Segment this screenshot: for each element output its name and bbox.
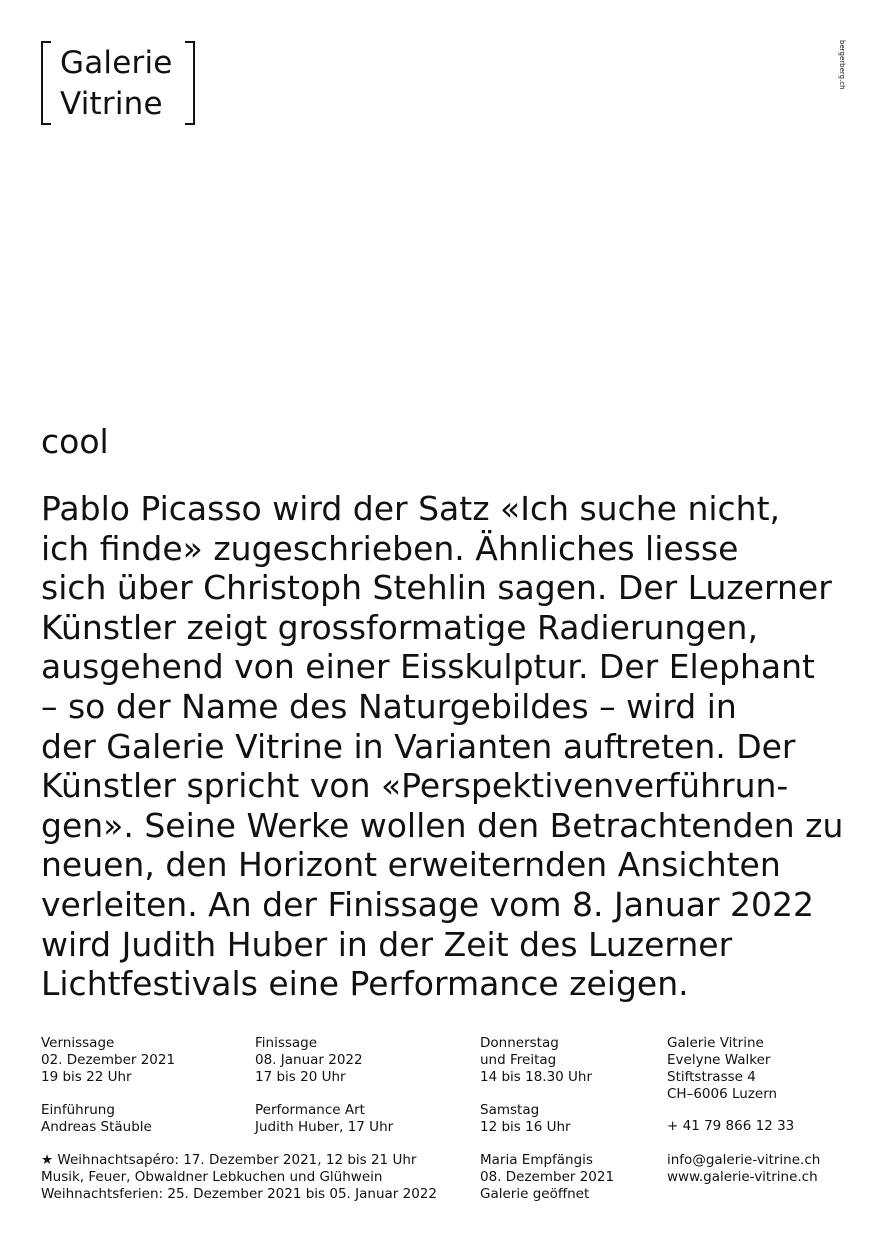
- body-line: wird Judith Huber in der Zeit des Luzerner: [41, 924, 733, 964]
- special-day-date: 08. Dezember 2021: [480, 1169, 615, 1185]
- vernissage-label: Vernissage: [41, 1035, 115, 1051]
- body-line: – so der Name des Naturgebildes – wird in: [41, 686, 737, 726]
- email-link[interactable]: info@galerie-vitrine.ch: [667, 1152, 821, 1168]
- einfuehrung-label: Einführung: [41, 1102, 115, 1118]
- vernissage-time: 19 bis 22 Uhr: [41, 1069, 132, 1085]
- finissage-info: [255, 1035, 363, 1086]
- special-opening: [480, 1152, 614, 1203]
- designer-credit: bergerberg.ch: [838, 40, 846, 90]
- einfuehrung-info: [41, 1102, 152, 1136]
- phone-number: + 41 79 866 12 33: [667, 1118, 795, 1134]
- performance-artist: Judith Huber, 17 Uhr: [255, 1119, 394, 1135]
- finissage-time: 17 bis 20 Uhr: [255, 1069, 346, 1085]
- body-line: der Galerie Vitrine in Varianten auftreten. Der: [41, 726, 796, 766]
- christmas-holidays: Weihnachtsferien: 25. Dezember 2021 bis 05. Januar 2022: [41, 1186, 437, 1202]
- body-line: verleiten. An der Finissage vom 8. Januar 2022: [41, 884, 815, 924]
- logo-bracket-left: [43, 41, 51, 125]
- exhibition-title: cool: [41, 422, 109, 461]
- logo-line-1: Galerie: [60, 45, 173, 81]
- saturday-label: Samstag: [480, 1102, 540, 1118]
- gallery-address: [667, 1035, 777, 1103]
- body-line: ich finde» zugeschrieben. Ähnliches liesse: [41, 528, 739, 568]
- website-link[interactable]: www.galerie-vitrine.ch: [667, 1169, 818, 1185]
- finissage-label: Finissage: [255, 1035, 318, 1051]
- address-name: Galerie Vitrine: [667, 1035, 764, 1051]
- opening-hours-weekday: [480, 1035, 592, 1086]
- weekday-label-2: und Freitag: [480, 1052, 557, 1068]
- vernissage-date: 02. Dezember 2021: [41, 1052, 176, 1068]
- performance-info: [255, 1102, 393, 1136]
- special-day-status: Galerie geöffnet: [480, 1186, 590, 1202]
- body-line: Lichtfestivals eine Performance zeigen.: [41, 964, 689, 1004]
- gallery-logo: [41, 41, 195, 125]
- finissage-date: 08. Januar 2022: [255, 1052, 363, 1068]
- weekday-label-1: Donnerstag: [480, 1035, 559, 1051]
- body-line: Künstler zeigt grossformatige Radierungen,: [41, 607, 758, 647]
- gallery-phone: [667, 1118, 794, 1135]
- gallery-contact: [667, 1152, 820, 1186]
- weekday-hours: 14 bis 18.30 Uhr: [480, 1069, 593, 1085]
- address-city: CH–6006 Luzern: [667, 1086, 778, 1102]
- christmas-apero: ★ Weihnachtsapéro: 17. Dezember 2021, 12 bis 21 Uhr: [41, 1152, 417, 1168]
- performance-label: Performance Art: [255, 1102, 365, 1118]
- vernissage-info: [41, 1035, 175, 1086]
- exhibition-description: [41, 489, 844, 1004]
- body-line: gen». Seine Werke wollen den Betrachtenden zu: [41, 805, 844, 845]
- holiday-notes: [41, 1152, 437, 1203]
- einfuehrung-speaker: Andreas Stäuble: [41, 1119, 152, 1135]
- logo-line-2: Vitrine: [60, 86, 163, 122]
- body-line: ausgehend von einer Eisskulptur. Der Elephant: [41, 647, 815, 687]
- body-line: sich über Christoph Stehlin sagen. Der Luzerner: [41, 568, 832, 608]
- body-line: Künstler spricht von «Perspektivenverführun-: [41, 766, 789, 806]
- christmas-apero-details: Musik, Feuer, Obwaldner Lebkuchen und Glühwein: [41, 1169, 383, 1185]
- body-line: Pablo Picasso wird der Satz «Ich suche nicht,: [41, 489, 781, 528]
- body-line: neuen, den Horizont erweiternden Ansichten: [41, 845, 781, 885]
- address-street: Stiftstrasse 4: [667, 1069, 756, 1085]
- logo-bracket-right: [185, 41, 193, 125]
- opening-hours-saturday: [480, 1102, 571, 1136]
- special-day-label: Maria Empfängis: [480, 1152, 593, 1168]
- address-person: Evelyne Walker: [667, 1052, 771, 1068]
- saturday-hours: 12 bis 16 Uhr: [480, 1119, 571, 1135]
